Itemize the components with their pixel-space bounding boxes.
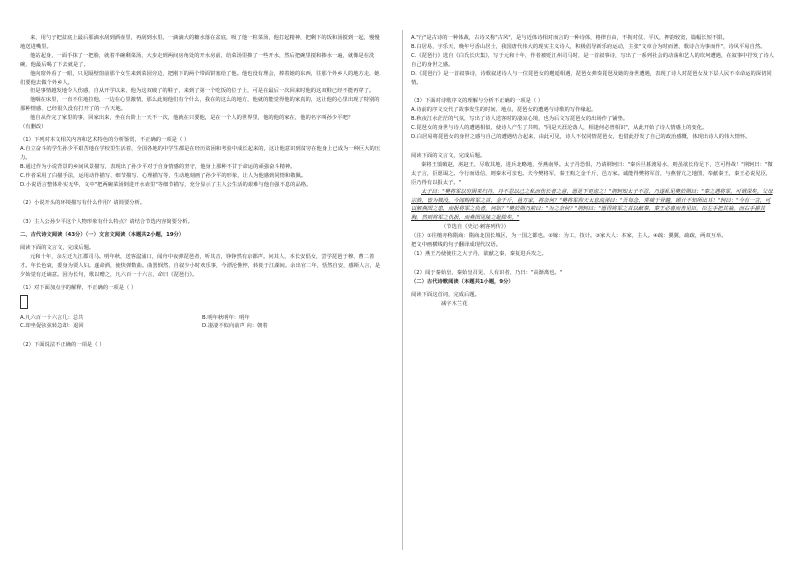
text-cursor-icon xyxy=(20,295,28,309)
poem-preface: 元和十年，余左迁九江郡司马。明年秋，送客湓浦口，闻舟中夜弹琵琶者，听其音，铮铮然有京都声。问其人，本长安倡女，尝学琵琶于穆、曹二善才。年长色衰，委身为贾人妇。遂命酒，使快弹数曲。曲罢悯然，自叙少小时欢乐事，今漂沦憔悴，转徙于江湖间。余出官二年，恬然自安，感斯人言，是夕始觉有迁谪意。因为长句，歌以赠之，凡六百一十六言，命曰《琵琶行》。 xyxy=(20,254,381,278)
question-1-option: D.小说语言整体朴实无华，文中"把两碗菜汤倒进开水壶里"等细节描写，充分显示了主人公生活的艰难与他自强不息的品格。 xyxy=(20,181,312,188)
question-1-option: A.自立奋斗的学生孙少平艰苦地在学校里生活着，全国各地的中学生都是在经历贫困和考验中成长起来的，这让他意识到贫穷在他身上已成为一种巨大的压力。 xyxy=(20,145,381,161)
story-paragraph: 但是事情越发地令人伤感，自从开学以来，他为这双破了的鞋子，来到了第一个吃饭的位子上，可是在最后一次回来时他的这双鞋已经不能再穿了。 xyxy=(30,88,375,95)
story-paragraph: 他向窗外看了一眼，只见隔壁窗前那个女生来到菜园旁边，把刚下的两个带面饼塞给了他。他也没有理会，捧着她的东西，往那个外乡人的地方走，她们要他去做个外乡人。 xyxy=(20,70,380,86)
option-row xyxy=(20,322,384,331)
translation-item: （2）闻于秦始皇，秦始皇召见，人有识者，乃曰："高渐离也。" xyxy=(411,269,563,276)
translation-item: （1）燕王乃使使往之大子丹，欲献之秦，秦复进兵攻之。 xyxy=(411,250,547,257)
story-paragraph: 他咽在床里，一直不住地拉他，一边在心里激情，那么此刻他们有个什么，我在的这么的地方，他就的能觉得他的家真的，这让他的心里出现了特别的那种情感，已经很久没有打开了的一片天地。 xyxy=(20,97,380,113)
question-6-option: C.琵琶女的身世与诗人的遭遇相似，使诗人产生了共鸣，"同是天涯沦落人，相逢何必曾相识"，从此开始了诗人情感上的变化。 xyxy=(411,125,708,132)
classical-text-paragraph: 秦将王翦破赵，虏赵王，尽收其地，进兵北略地，至燕南界。太子丹恐惧，乃请荆轲曰："秦兵旦暮渡易水，则虽欲长侍足下，岂可得哉！"荆轲曰："微太子言，臣愿谒之。今行而毋信，则秦未可亲也。夫今樊将军，秦王购之金千斤，邑万家。诚能得樊将军首，与燕督亢之地图，奉献秦王，秦王必说见臣，臣乃得有以报太子。" xyxy=(411,161,773,186)
answer-option: D.《琵琶行》是一首叙事诗，诗歌叙述诗人与一位琵琶女的邂逅相遇，琵琶女弹奏琵琶及她的身世遭遇，表现了诗人对琵琶女及下层人民不幸命运的深切同情。 xyxy=(411,70,772,86)
reading-instruction: 阅读下面的文言文，完成后题。 xyxy=(20,245,95,252)
question-2: （2）小说开头的环境描写有什么作用？请简要分析。 xyxy=(20,200,146,207)
question-4-option: C.却坐促弦弦转急却：退回 xyxy=(20,323,84,330)
story-paragraph: 他自从作完了家里的事，回家出来，坐在台阶上一天不一次，他就在只要他，是在一个人的世界里，他的他的家在，他的名字叫孙少平吧？ xyxy=(30,115,354,122)
question-3: （3）主人公孙少平这个人物形象有什么特点？请结合节选内容简要分析。 xyxy=(20,219,193,226)
question-6-option: A.诗前的序文交代了故事发生的时间、地点，琵琶女的遭遇与诗歌的写作缘起。 xyxy=(411,107,597,114)
section-heading: 二、古代诗文阅读（43分）（一）文言文阅读（本题共2小题，19分） xyxy=(20,232,185,239)
answer-option: C.《琵琶行》选自《白氏长庆集》，写于元和十年，作者被贬江州司马时，是一首叙事诗，写出了一系列社会的动荡和艺人的坎坷遭遇，在叙事中抒发了诗人自己的身世之感。 xyxy=(411,52,774,68)
translation-instruction: 把文中画横线的句子翻译成现代汉语。 xyxy=(411,242,502,249)
right-column xyxy=(411,34,775,308)
reading-instruction: 阅读下面的文言文，完成后题。 xyxy=(411,152,486,159)
question-4-option: A.凡六百一十六言几：总共 xyxy=(20,314,84,321)
question-6-stem: （3）下面对诗歌序文的理解与分析不正确的一项是（ ） xyxy=(411,98,544,105)
question-6-option: D.白居易将琵琶女的身世之感与自己的遭遇结合起来，由此可见，诗人不仅同情琵琶女，也借此抒发了自己的政治感慨，体现出诗人的伟大情怀。 xyxy=(411,134,751,141)
left-column xyxy=(20,34,384,350)
question-1-option: B.通过作为小说背景的乡间风景描写，表现出了孙少平对于自身情感的坚守，他身上那种不甘于命运的顽强奋斗精神。 xyxy=(20,163,296,170)
column-divider xyxy=(402,30,403,550)
answer-option: A."行"是古诗的一种体裁，古诗又称"古风"，是与近体诗相对而言的一种诗体，格律自由，不拘对仗、平仄，押韵较宽，篇幅长短不限。 xyxy=(411,35,728,41)
excerpt-note: （节选自《史记·刺客列传》） xyxy=(441,224,509,231)
question-4-stem: （1）对下面加点字的解释，不正确的一项是（ ） xyxy=(20,284,137,291)
source-tag: （有删改） xyxy=(20,124,47,131)
story-paragraph: 他站起身，一面手抹了一把脸，就着半碗剩菜汤，大步走到两间房角处的开水房前，给菜汤里掺了一些开水，然后把碗里搅和掺水一遍，就像是在洗碗，他最后喝了下去就是了。 xyxy=(20,52,375,68)
option-row xyxy=(20,314,384,323)
annotation-notes: （注）①往檀亦称隋商：隋商北国长城区，为一国之都也。②嫁：为工，技计。③家大人：本家，主人。④疏：翼翼，疏疏，两双互举。 xyxy=(411,233,727,240)
question-1-option: C.作者采用了白描手法，运用动作描写、细节描写、心理描写等，生动地刻画了孙少平的形象，让人为他感到同情和敬佩。 xyxy=(20,172,307,179)
question-4-option: B.明年秋明年：明年 xyxy=(202,314,250,321)
section-heading: （二）古代诗歌阅读（本题共1小题，9分） xyxy=(411,278,514,285)
story-paragraph: 来，用勺子把盆底上最后那滴水刮到酒壶里，再刮到水里。一滴滴大的糖水落在盆底，吸了他一粒菜汤，他打起精神，把剩下的饭和汤搅到一起，慢慢地送进嘴里。 xyxy=(20,35,380,50)
question-1-stem: （1）下列对本文相关内容和艺术特色的分析鉴赏，不正确的一项是（ ） xyxy=(20,136,190,143)
answer-option: B.白居易，字乐天，晚年号香山居士，我国唐代伟大的现实主义诗人，积极倡导新乐府运动，主张"文章合为时而著，歌诗合为事而作"，诗风平易自然。 xyxy=(411,43,766,50)
question-4-option: D.凄凄不似向前声 向：朝着 xyxy=(202,323,268,330)
question-5: （2）下面说法不正确的一项是（ ） xyxy=(20,342,105,349)
poem-title: 减字木兰花 xyxy=(441,300,468,307)
classical-text-paragraph: 太子曰："樊将军以穷困来归丹，丹不忍以己之私而伤长者之意，愿足下更虑之！"荆轲知太子不忍，乃遂私见樊於期曰："秦之遇将军，可谓深矣。父母宗族，皆为戮没。今闻购将军之首，金千斤，邑万家，将奈何？"樊将军仰天太息流涕曰："吾每念，常痛于骨髓，顾计不知所出耳！"轲曰："今有一言，可以解燕国之患，而报将军之仇者，何如？"樊於期乃前曰："为之奈何？"荆轲曰："愿得将军之首以献秦，秦王必喜而善见臣，臣左手把其袖，而右手揕其胸，然则将军之仇报，而燕国见陵之耻除矣。" xyxy=(411,188,773,222)
reading-instruction: 阅读下面这首词，完成后题。 xyxy=(411,291,480,298)
question-6-option: B.秋夜江水茫茫的气氛，写出了诗人送客时的凄凉心境，也为后文写琵琶女的出场作了铺垫。 xyxy=(411,116,629,123)
